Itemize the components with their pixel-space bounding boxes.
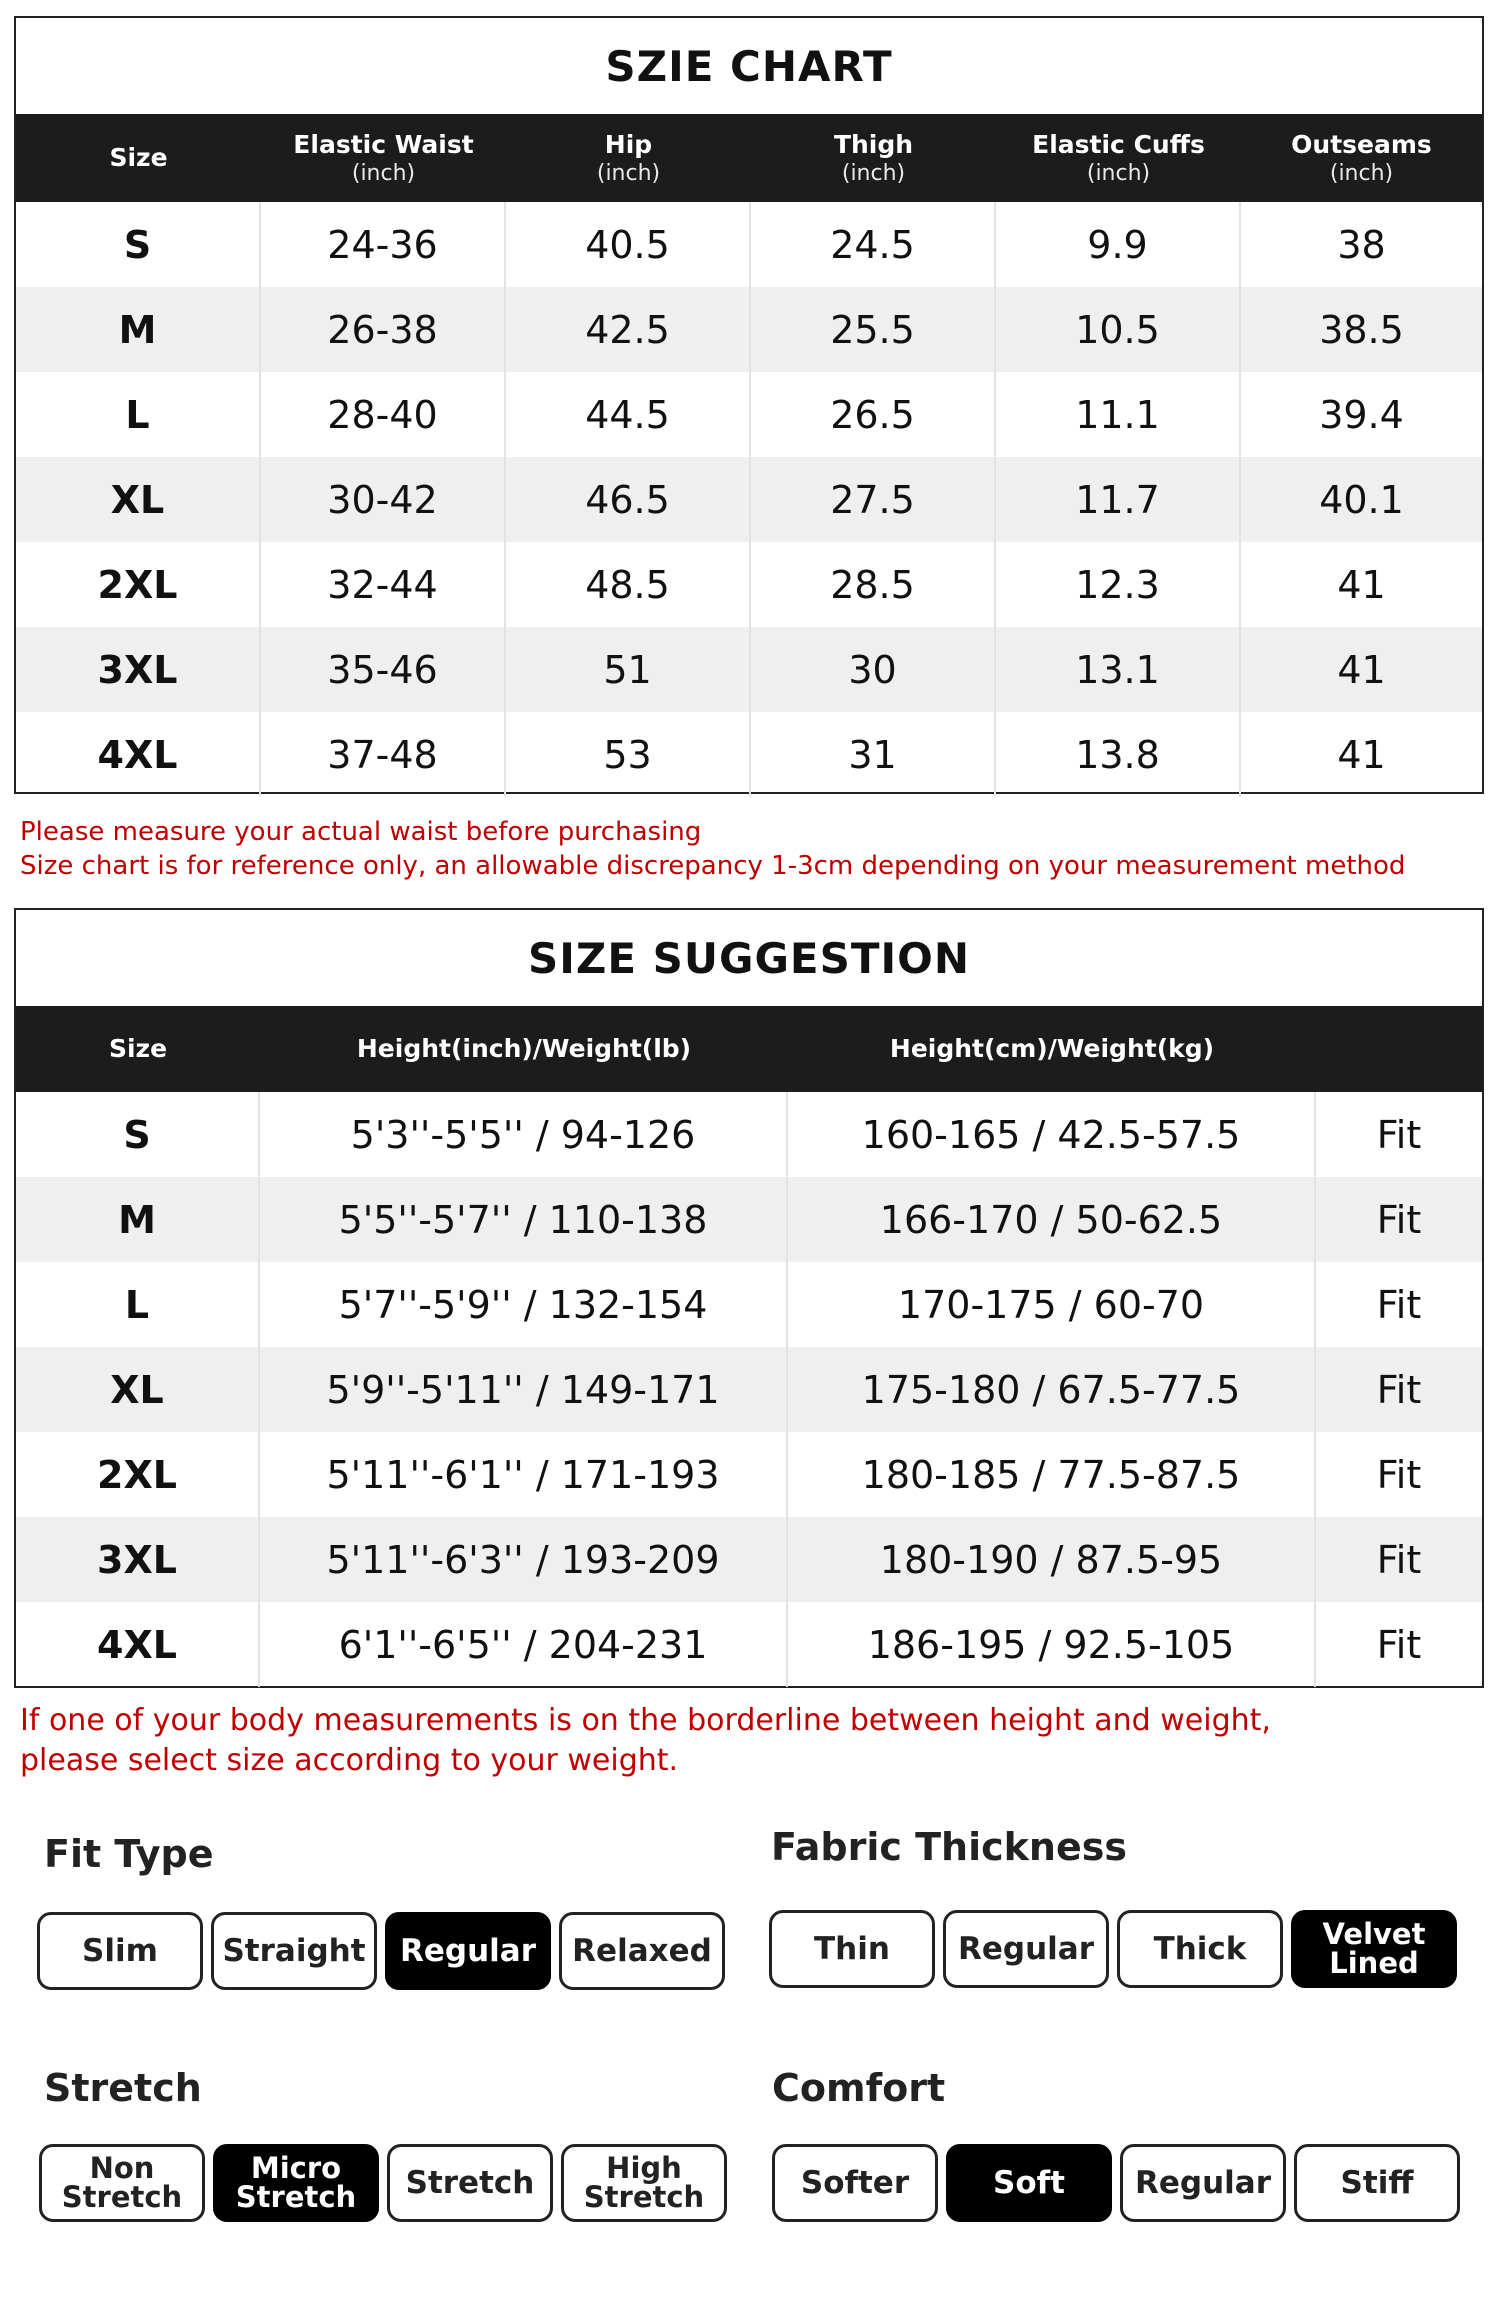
cell-height-inch-weight-lb: 5'11''-6'1'' / 171-193: [260, 1432, 788, 1517]
cell-elastic-waist: 32-44: [261, 542, 506, 627]
cell-size: 3XL: [16, 1517, 260, 1602]
cell-size: 4XL: [16, 1602, 260, 1687]
fabric-thickness-option-regular[interactable]: Regular: [943, 1910, 1109, 1988]
table-row: [16, 1517, 1482, 1602]
fabric-thickness-title: Fabric Thickness: [771, 1825, 1127, 1869]
stretch-option-high-stretch[interactable]: High Stretch: [561, 2144, 727, 2222]
cell-thigh: 26.5: [751, 372, 996, 457]
cell-outseams: 39.4: [1319, 392, 1404, 437]
size-chart-note-2: Size chart is for reference only, an allowable discrepancy 1-3cm depending on your measurement method: [20, 851, 1406, 881]
cell-size: 3XL: [16, 627, 261, 712]
size-chart-table: [14, 16, 1484, 794]
cell-height-cm-weight-kg: 166-170 / 50-62.5: [788, 1177, 1316, 1262]
table-row: [16, 712, 1482, 797]
cell-fit: Fit: [1376, 1197, 1422, 1242]
cell-outseams: 40.1: [1319, 477, 1404, 522]
cell-elastic-cuffs: 11.7: [996, 457, 1241, 542]
fit-type-option-relaxed[interactable]: Relaxed: [559, 1912, 725, 1990]
cell-size: XL: [16, 457, 261, 542]
cell-hip: 51: [506, 627, 751, 712]
cell-height-cm-weight-kg: 175-180 / 67.5-77.5: [788, 1347, 1316, 1432]
cell-elastic-waist: 30-42: [261, 457, 506, 542]
cell-height-inch-weight-lb: 5'9''-5'11'' / 149-171: [260, 1347, 788, 1432]
header-elastic-cuffs: Elastic Cuffs (inch): [1032, 129, 1205, 186]
comfort-options: [772, 2144, 1460, 2222]
cell-size: M: [16, 287, 261, 372]
cell-size: 4XL: [16, 712, 261, 797]
cell-hip: 53: [506, 712, 751, 797]
cell-elastic-cuffs: 11.1: [996, 372, 1241, 457]
table-row: [16, 1432, 1482, 1517]
fabric-thickness-option-thick[interactable]: Thick: [1117, 1910, 1283, 1988]
comfort-option-stiff[interactable]: Stiff: [1294, 2144, 1460, 2222]
cell-fit: Fit: [1376, 1112, 1422, 1157]
cell-height-inch-weight-lb: 6'1''-6'5'' / 204-231: [260, 1602, 788, 1687]
cell-size: 2XL: [16, 542, 261, 627]
header-height-cm-weight-kg: Height(cm)/Weight(kg): [889, 1034, 1215, 1064]
size-suggestion-table: [14, 908, 1484, 1688]
cell-elastic-cuffs: 10.5: [996, 287, 1241, 372]
cell-outseams: 38: [1337, 222, 1386, 267]
cell-thigh: 28.5: [751, 542, 996, 627]
cell-size: M: [16, 1177, 260, 1262]
cell-fit: Fit: [1376, 1282, 1422, 1327]
header-size: Size: [109, 143, 168, 173]
table-row: [16, 1177, 1482, 1262]
table-row: [16, 457, 1482, 542]
cell-hip: 42.5: [506, 287, 751, 372]
size-suggestion-header: [16, 1006, 1482, 1092]
cell-elastic-waist: 24-36: [261, 202, 506, 287]
cell-size: L: [16, 372, 261, 457]
cell-height-cm-weight-kg: 186-195 / 92.5-105: [788, 1602, 1316, 1687]
size-suggestion-body: [16, 1092, 1482, 1687]
cell-hip: 48.5: [506, 542, 751, 627]
table-row: [16, 1092, 1482, 1177]
size-chart-note-1: Please measure your actual waist before purchasing: [20, 817, 702, 847]
cell-fit: Fit: [1376, 1452, 1422, 1497]
cell-elastic-cuffs: 13.8: [996, 712, 1241, 797]
comfort-option-softer[interactable]: Softer: [772, 2144, 938, 2222]
comfort-title: Comfort: [772, 2066, 946, 2110]
cell-thigh: 27.5: [751, 457, 996, 542]
cell-height-inch-weight-lb: 5'7''-5'9'' / 132-154: [260, 1262, 788, 1347]
cell-fit: Fit: [1376, 1367, 1422, 1412]
header-hip: Hip (inch): [596, 129, 661, 186]
cell-height-inch-weight-lb: 5'11''-6'3'' / 193-209: [260, 1517, 788, 1602]
cell-size: 2XL: [16, 1432, 260, 1517]
cell-height-cm-weight-kg: 170-175 / 60-70: [788, 1262, 1316, 1347]
cell-elastic-cuffs: 9.9: [996, 202, 1241, 287]
fabric-thickness-option-velvet-lined[interactable]: Velvet Lined: [1291, 1910, 1457, 1988]
cell-fit: Fit: [1376, 1537, 1422, 1582]
cell-height-cm-weight-kg: 180-190 / 87.5-95: [788, 1517, 1316, 1602]
fabric-thickness-options: [769, 1910, 1457, 1988]
cell-thigh: 30: [751, 627, 996, 712]
cell-hip: 44.5: [506, 372, 751, 457]
cell-height-cm-weight-kg: 180-185 / 77.5-87.5: [788, 1432, 1316, 1517]
fabric-thickness-option-thin[interactable]: Thin: [769, 1910, 935, 1988]
comfort-option-soft[interactable]: Soft: [946, 2144, 1112, 2222]
header-fit: [1316, 1006, 1482, 1092]
size-suggestion-note-line-1: If one of your body measurements is on the borderline between height and weight,: [20, 1703, 1271, 1738]
table-row: [16, 202, 1482, 287]
stretch-options: [39, 2144, 727, 2222]
size-suggestion-note-line-2: please select size according to your weight.: [20, 1743, 679, 1778]
size-chart-body: [16, 202, 1482, 797]
cell-outseams: 41: [1337, 647, 1386, 692]
cell-outseams: 38.5: [1319, 307, 1404, 352]
stretch-option-non-stretch[interactable]: Non Stretch: [39, 2144, 205, 2222]
cell-elastic-cuffs: 12.3: [996, 542, 1241, 627]
comfort-option-regular[interactable]: Regular: [1120, 2144, 1286, 2222]
cell-thigh: 25.5: [751, 287, 996, 372]
size-chart-title: SZIE CHART: [605, 41, 893, 91]
cell-elastic-waist: 28-40: [261, 372, 506, 457]
size-suggestion-title: SIZE SUGGESTION: [527, 933, 970, 983]
cell-height-inch-weight-lb: 5'5''-5'7'' / 110-138: [260, 1177, 788, 1262]
table-row: [16, 1347, 1482, 1432]
header-height-inch-weight-lb: Height(inch)/Weight(lb): [356, 1034, 692, 1064]
header-elastic-waist: Elastic Waist (inch): [293, 129, 474, 186]
cell-elastic-cuffs: 13.1: [996, 627, 1241, 712]
cell-outseams: 41: [1337, 562, 1386, 607]
table-row: [16, 627, 1482, 712]
cell-size: XL: [16, 1347, 260, 1432]
table-row: [16, 1602, 1482, 1687]
fit-type-option-regular[interactable]: Regular: [385, 1912, 551, 1990]
stretch-option-micro-stretch[interactable]: Micro Stretch: [213, 2144, 379, 2222]
table-row: [16, 372, 1482, 457]
table-row: [16, 1262, 1482, 1347]
cell-fit: Fit: [1376, 1622, 1422, 1667]
size-chart-header: [16, 114, 1482, 202]
cell-thigh: 31: [751, 712, 996, 797]
header-size: Size: [108, 1034, 168, 1064]
stretch-option-stretch[interactable]: Stretch: [387, 2144, 553, 2222]
cell-size: S: [16, 1092, 260, 1177]
cell-elastic-waist: 37-48: [261, 712, 506, 797]
table-row: [16, 287, 1482, 372]
fit-type-options: [37, 1912, 725, 1990]
cell-height-cm-weight-kg: 160-165 / 42.5-57.5: [788, 1092, 1316, 1177]
cell-hip: 40.5: [506, 202, 751, 287]
fit-type-option-slim[interactable]: Slim: [37, 1912, 203, 1990]
cell-height-inch-weight-lb: 5'3''-5'5'' / 94-126: [260, 1092, 788, 1177]
header-outseams: Outseams (inch): [1291, 129, 1432, 186]
stretch-title: Stretch: [44, 2066, 202, 2110]
cell-elastic-waist: 26-38: [261, 287, 506, 372]
fit-type-title: Fit Type: [44, 1832, 214, 1876]
cell-thigh: 24.5: [751, 202, 996, 287]
fit-type-option-straight[interactable]: Straight: [211, 1912, 377, 1990]
cell-size: S: [16, 202, 261, 287]
cell-hip: 46.5: [506, 457, 751, 542]
table-row: [16, 542, 1482, 627]
cell-outseams: 41: [1337, 732, 1386, 777]
cell-size: L: [16, 1262, 260, 1347]
cell-elastic-waist: 35-46: [261, 627, 506, 712]
header-thigh: Thigh (inch): [833, 129, 914, 186]
